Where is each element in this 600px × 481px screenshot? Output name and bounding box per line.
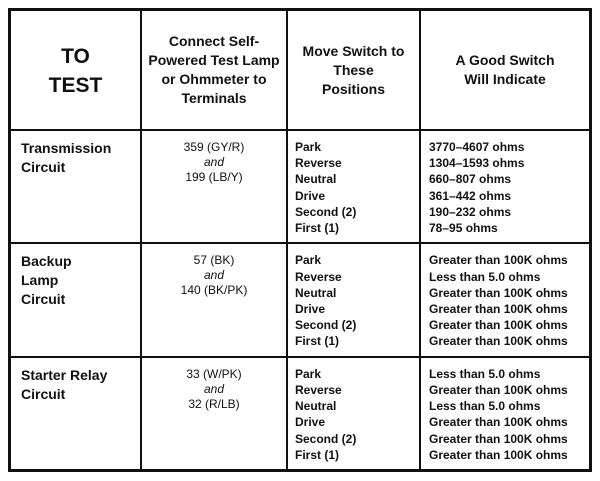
position-item: Park <box>295 253 322 268</box>
header-to-test <box>11 11 141 130</box>
terminals-cell <box>141 357 287 469</box>
position-item: Drive <box>295 188 326 203</box>
table-row <box>11 130 589 243</box>
terminal-2: 199 (LB/Y) <box>185 170 243 184</box>
result-item: Greater than 100K ohms <box>429 318 568 333</box>
positions-cell <box>287 243 420 356</box>
position-item: Second (2) <box>295 431 357 446</box>
position-item: Neutral <box>295 172 337 187</box>
result-item: Greater than 100K ohms <box>429 415 568 430</box>
result-item: Greater than 100K ohms <box>429 285 568 300</box>
terminal-1: 57 (BK) <box>193 253 235 268</box>
position-item: Drive <box>295 415 326 430</box>
result-item: Greater than 100K ohms <box>429 382 568 397</box>
switch-test-table-frame <box>8 8 592 472</box>
positions-cell <box>287 357 420 469</box>
terminal-and: and <box>203 155 225 169</box>
header-indicate <box>420 11 589 130</box>
result-item: Greater than 100K ohms <box>429 431 568 446</box>
terminal-1: 33 (W/PK) <box>186 366 242 381</box>
test-name-text: Starter Relay Circuit <box>21 366 108 402</box>
result-item: 361–442 ohms <box>429 188 512 203</box>
header-positions <box>287 11 420 130</box>
terminal-and: and <box>203 381 225 396</box>
header-terminals <box>141 11 287 130</box>
terminals-cell <box>141 243 287 356</box>
position-item: Second (2) <box>295 318 357 333</box>
test-name <box>11 243 141 356</box>
result-item: 1304–1593 ohms <box>429 156 525 171</box>
result-item: 3770–4607 ohms <box>429 140 525 154</box>
result-item: Less than 5.0 ohms <box>429 366 541 381</box>
header-indicate-text: A Good Switch Will Indicate <box>455 52 555 87</box>
test-name <box>11 357 141 469</box>
result-item: 78–95 ohms <box>429 221 498 236</box>
switch-test-table <box>11 11 589 469</box>
result-item: Greater than 100K ohms <box>429 301 568 316</box>
terminal-2: 140 (BK/PK) <box>180 283 248 298</box>
result-item: Greater than 100K ohms <box>429 334 568 349</box>
table-row <box>11 243 589 356</box>
result-item: 660–807 ohms <box>429 172 512 187</box>
position-item: Neutral <box>295 399 337 414</box>
result-item: Less than 5.0 ohms <box>429 269 541 284</box>
position-item: Drive <box>295 301 326 316</box>
table-row <box>11 357 589 469</box>
results-cell <box>420 130 589 243</box>
terminal-and: and <box>203 268 225 283</box>
test-name <box>11 130 141 243</box>
position-item: First (1) <box>295 334 340 349</box>
position-item: First (1) <box>295 447 340 462</box>
position-item: Neutral <box>295 285 337 300</box>
results-cell <box>420 357 589 469</box>
position-item: Park <box>295 366 322 381</box>
position-item: Reverse <box>295 156 342 171</box>
terminal-2: 32 (R/LB) <box>188 396 240 411</box>
results-cell <box>420 243 589 356</box>
result-item: Greater than 100K ohms <box>429 447 568 462</box>
table-body <box>11 130 589 469</box>
positions-cell <box>287 130 420 243</box>
terminal-1: 359 (GY/R) <box>183 140 245 154</box>
header-row <box>11 11 589 130</box>
position-item: First (1) <box>295 221 340 236</box>
test-name-text: Backup Lamp Circuit <box>21 253 72 308</box>
result-item: Less than 5.0 ohms <box>429 399 541 414</box>
terminals-cell <box>141 130 287 243</box>
position-item: Reverse <box>295 269 342 284</box>
test-name-text: Transmission Circuit <box>21 140 112 175</box>
position-item: Reverse <box>295 382 342 397</box>
header-terminals-text: Connect Self-Powered Test Lamp or Ohmmeter to Terminals <box>148 33 280 106</box>
header-positions-text: Move Switch to These Positions <box>302 42 405 97</box>
result-item: Greater than 100K ohms <box>429 253 568 268</box>
header-to-test-text: TO TEST <box>48 45 103 97</box>
position-item: Second (2) <box>295 204 357 219</box>
position-item: Park <box>295 140 322 154</box>
result-item: 190–232 ohms <box>429 204 512 219</box>
